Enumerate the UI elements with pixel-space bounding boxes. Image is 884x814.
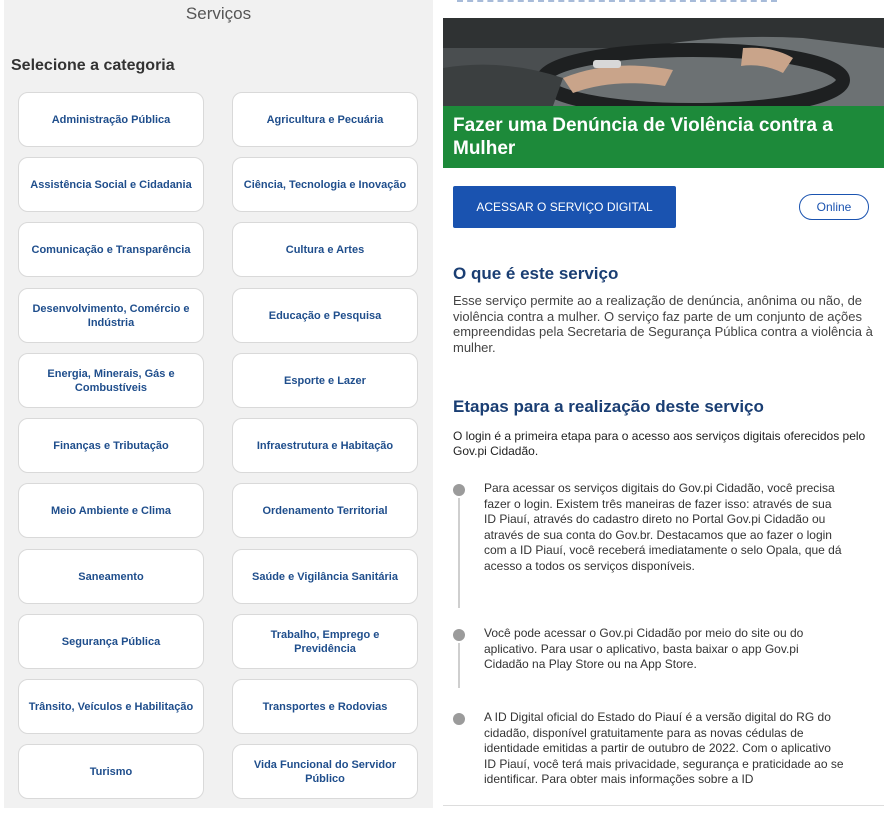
banner-photo — [443, 18, 884, 106]
category-button[interactable]: Trânsito, Veículos e Habilitação — [18, 679, 204, 734]
category-button[interactable]: Administração Pública — [18, 92, 204, 147]
step-bullet-icon — [453, 484, 465, 496]
service-detail-panel — [443, 0, 884, 814]
category-button[interactable]: Finanças e Tributação — [18, 418, 204, 473]
steps-intro: O login é a primeira etapa para o acesso aos serviços digitais oferecidos pelo Gov.pi Cidadão. — [453, 429, 866, 458]
category-button[interactable]: Infraestrutura e Habitação — [232, 418, 418, 473]
step-connector — [458, 643, 460, 688]
category-button[interactable]: Segurança Pública — [18, 614, 204, 669]
step-item — [453, 710, 873, 804]
category-button[interactable]: Desenvolvimento, Comércio e Indústria — [18, 288, 204, 343]
service-title-banner: Fazer uma Denúncia de Violência contra a Mulher — [443, 106, 884, 168]
step-text: Para acessar os serviços digitais do Gov.pi Cidadão, você precisa fazer o login. Existem três maneiras de fazer isso: através de sua ID Piauí, através do cadastro direto no Portal Gov.pi Cidadão ou através de sua conta do Gov.br. Destacamos que ao fazer o login com a ID Piauí, você receberá imediatamente o selo Opala, que dá acesso a todos os serviços disponíveis. — [484, 481, 842, 573]
step-connector — [458, 498, 460, 608]
access-digital-service-button[interactable]: ACESSAR O SERVIÇO DIGITAL — [453, 186, 676, 228]
step-text: A ID Digital oficial do Estado do Piauí é a versão digital do RG do cidadão, disponível gratuitamente para as novas cédulas de identidade emitidas a partir de outubro de 2022. Com o aplicativo ID Piauí, você terá mais privacidade, segurança e praticidade ao se identificar. Para obter mais informações sobre a ID — [484, 710, 844, 786]
page-title: Serviços — [185, 4, 252, 23]
category-button[interactable]: Meio Ambiente e Clima — [18, 483, 204, 538]
step-item — [453, 626, 873, 696]
category-button[interactable]: Ciência, Tecnologia e Inovação — [232, 157, 418, 212]
car-interior-illustration — [443, 18, 884, 106]
category-button[interactable]: Saúde e Vigilância Sanitária — [232, 549, 418, 604]
steps-heading: Etapas para a realização deste serviço — [453, 397, 764, 416]
category-button[interactable]: Assistência Social e Cidadania — [18, 157, 204, 212]
category-button[interactable]: Saneamento — [18, 549, 204, 604]
cut-off-header — [457, 0, 777, 4]
category-button[interactable]: Vida Funcional do Servidor Público — [232, 744, 418, 799]
category-button[interactable]: Educação e Pesquisa — [232, 288, 418, 343]
category-button[interactable]: Ordenamento Territorial — [232, 483, 418, 538]
what-is-description: Esse serviço permite ao a realização de denúncia, anônima ou não, de violência contra a mulher. O serviço faz parte de um conjunto de ações empreendidas pela Secretaria de Segurança Pública contra a violência à mulher. — [453, 293, 873, 355]
category-button[interactable]: Turismo — [18, 744, 204, 799]
category-grid — [18, 92, 423, 802]
category-button[interactable]: Energia, Minerais, Gás e Combustíveis — [18, 353, 204, 408]
what-is-heading: O que é este serviço — [453, 264, 619, 283]
category-button[interactable]: Transportes e Rodovias — [232, 679, 418, 734]
step-bullet-icon — [453, 629, 465, 641]
category-button[interactable]: Esporte e Lazer — [232, 353, 418, 408]
section-heading: Selecione a categoria — [11, 57, 175, 74]
categories-panel — [4, 0, 433, 808]
online-badge: Online — [799, 194, 869, 220]
category-button[interactable]: Agricultura e Pecuária — [232, 92, 418, 147]
step-text: Você pode acessar o Gov.pi Cidadão por meio do site ou do aplicativo. Para usar o aplicativo, basta baixar o app Gov.pi Cidadão na Play Store ou na App Store. — [484, 626, 804, 671]
category-button[interactable]: Cultura e Artes — [232, 222, 418, 277]
category-button[interactable]: Comunicação e Transparência — [18, 222, 204, 277]
step-item — [453, 481, 873, 611]
step-bullet-icon — [453, 713, 465, 725]
top-strip — [443, 0, 884, 18]
category-button[interactable]: Trabalho, Emprego e Previdência — [232, 614, 418, 669]
divider — [443, 805, 884, 806]
